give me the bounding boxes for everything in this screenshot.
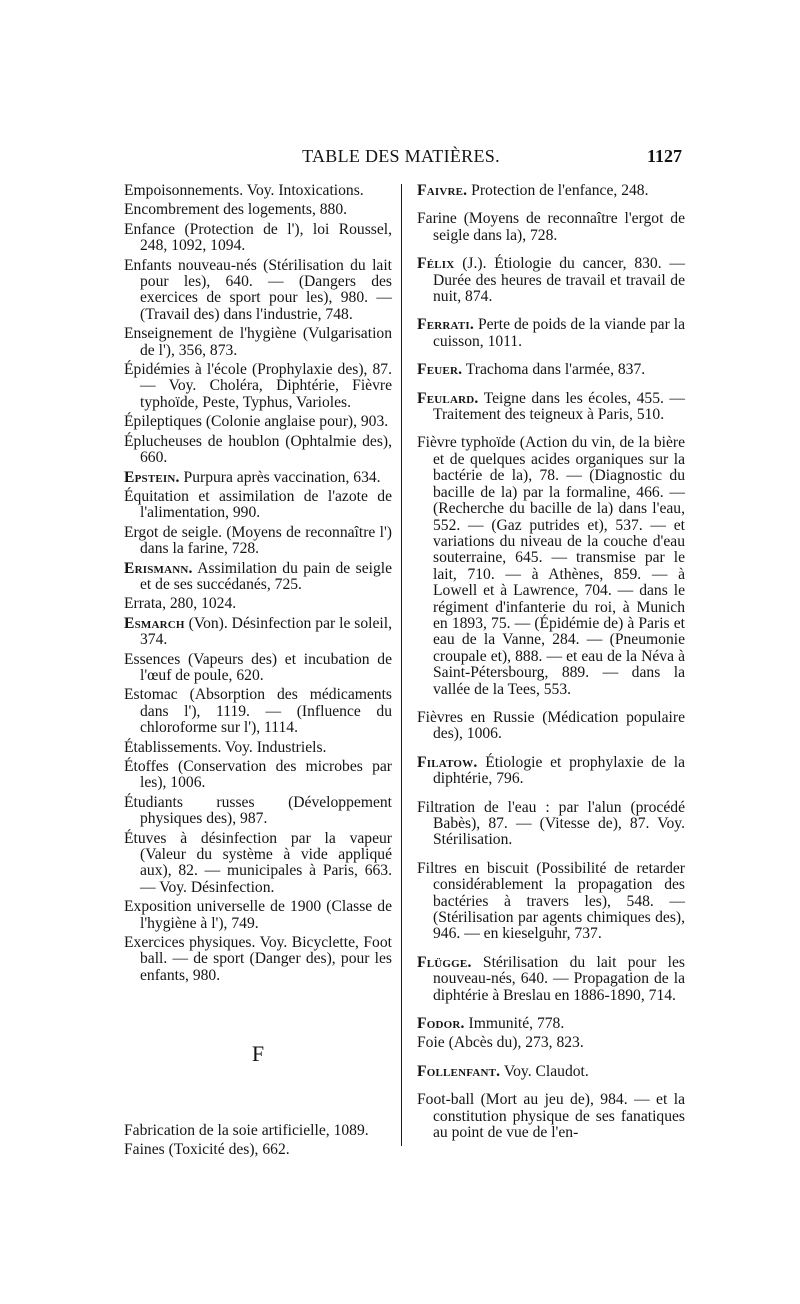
entry-text: Estomac (Absorption des médicaments dans l'), 1119. — (Influence du chloroforme sur l'), 1114. xyxy=(124,686,392,737)
entry-text: Assimilation du pain de seigle et de ses succédanés, 725. xyxy=(140,559,392,593)
index-entry xyxy=(124,1123,392,1139)
index-entry xyxy=(417,1035,685,1051)
index-entry xyxy=(124,616,392,649)
entry-author: Feuer. xyxy=(417,361,463,379)
column-divider xyxy=(401,184,402,1146)
entry-text: Enseignement de l'hygiène (Vulgarisation de l'), 356, 873. xyxy=(124,325,392,359)
entry-author: Fodor. xyxy=(417,1015,465,1033)
index-entry xyxy=(124,1142,392,1158)
entry-text: Équitation et assimilation de l'azote de l'alimentation, 990. xyxy=(124,487,392,522)
entry-text: Étoffes (Conservation des microbes par les), 1006. xyxy=(124,758,392,792)
entry-text: Enfants nouveau-nés (Stérilisation du lait pour les), 640. — (Dangers des exercices de sport pour les), 980. — (Travail des) dans l'industrie, 748. xyxy=(124,256,392,323)
index-entry xyxy=(417,1092,685,1141)
index-entry xyxy=(417,710,685,743)
entry-text: Foot-ball (Mort au jeu de), 984. — et la constitution physique de ses fanatiques au point de vue de l'en- xyxy=(417,1091,685,1142)
entry-text: Exercices physiques. Voy. Bicyclette, Foot ball. — de sport (Danger des), pour les enfants, 980. xyxy=(124,934,392,984)
index-entry xyxy=(124,759,392,792)
entry-text: Filtres en biscuit (Possibilité de retarder considérablement la propagation des bactéries à travers les), 548. — (Stérilisation par agents chimiques des), 946. — en kieselguhr, 737. xyxy=(417,859,685,943)
index-entry xyxy=(124,935,392,984)
index-entry xyxy=(124,525,392,558)
index-entry xyxy=(124,362,392,411)
entry-text: Stérilisation du lait pour les nouveau-nés, 640. — Propagation de la diphtérie à Breslau en 1886-1890, 714. xyxy=(433,953,685,1004)
index-entry xyxy=(124,489,392,522)
entry-text: Immunité, 778. xyxy=(464,1015,565,1033)
index-entry xyxy=(417,800,685,849)
index-entry xyxy=(124,831,392,897)
index-entry xyxy=(124,434,392,467)
entry-text: Errata, 280, 1024. xyxy=(124,595,237,613)
index-entry xyxy=(417,362,685,378)
entry-text: Étudiants russes (Développement physiques des), 987. xyxy=(124,793,392,828)
index-entry xyxy=(124,561,392,594)
entry-text: Encombrement des logements, 880. xyxy=(124,201,348,219)
entry-author: Flügge. xyxy=(417,953,472,971)
index-entry xyxy=(417,1064,685,1080)
index-entries-right xyxy=(417,183,685,1142)
page-header xyxy=(120,146,682,172)
entry-author: Félix xyxy=(417,255,455,273)
entry-text: Foie (Abcès du), 273, 823. xyxy=(417,1034,584,1052)
entry-text: Teigne dans les écoles, 455. — Traitement des teigneux à Paris, 510. xyxy=(433,389,685,424)
entry-text: Trachoma dans l'armée, 837. xyxy=(462,361,646,379)
index-entry xyxy=(417,317,685,350)
index-entry xyxy=(417,755,685,788)
index-entry xyxy=(124,414,392,430)
entry-text: Fièvres en Russie (Médication populaire des), 1006. xyxy=(417,708,685,743)
index-entry xyxy=(417,1016,685,1032)
index-entries-e xyxy=(124,183,392,984)
entry-text: Établissements. Voy. Industriels. xyxy=(124,738,327,756)
index-column-right xyxy=(417,183,685,1154)
entry-text: Épileptiques (Colonie anglaise pour), 903. xyxy=(124,413,389,431)
index-entry xyxy=(417,955,685,1004)
index-entry xyxy=(124,652,392,685)
entry-text: (J.). Étiologie du cancer, 830. — Durée des heures de travail et travail de nuit, 874. xyxy=(433,255,685,306)
index-entry xyxy=(124,326,392,359)
running-title: TABLE DES MATIÈRES. xyxy=(302,146,500,166)
index-entry xyxy=(417,391,685,424)
entry-text: Exposition universelle de 1900 (Classe de l'hygiène à l'), 749. xyxy=(124,898,392,932)
index-entry xyxy=(124,795,392,828)
index-entry xyxy=(124,258,392,324)
entry-author: Epstein. xyxy=(124,468,180,486)
index-entry xyxy=(124,899,392,932)
entry-text: Ergot de seigle. (Moyens de reconnaître l') dans la farine, 728. xyxy=(124,523,392,558)
entry-author: Esmarch xyxy=(124,614,185,632)
entry-text: Voy. Claudot. xyxy=(500,1062,589,1080)
index-entry xyxy=(417,435,685,698)
entry-text: Éplucheuses de houblon (Ophtalmie des), 660. xyxy=(124,432,392,467)
entry-text: Perte de poids de la viande par la cuisson, 1011. xyxy=(433,316,685,350)
entry-text: Essences (Vapeurs des) et incubation de l'œuf de poule, 620. xyxy=(124,650,392,684)
index-entry xyxy=(124,740,392,756)
entry-text: Épidémies à l'école (Prophylaxie des), 87. — Voy. Choléra, Diphtérie, Fièvre typhoïde, Peste, Typhus, Varioles. xyxy=(124,361,392,411)
index-entry xyxy=(124,470,392,486)
index-entry xyxy=(417,256,685,305)
index-entry xyxy=(417,183,685,199)
entry-text: Enfance (Protection de l'), loi Roussel, 248, 1092, 1094. xyxy=(124,220,392,255)
entry-author: Filatow. xyxy=(417,753,478,771)
entry-text: Étiologie et prophylaxie de la diphtérie, 796. xyxy=(433,753,685,788)
entry-text: Faines (Toxicité des), 662. xyxy=(124,1141,290,1159)
entry-text: Empoisonnements. Voy. Intoxications. xyxy=(124,182,364,199)
page-number: 1127 xyxy=(646,146,682,166)
entry-text: Purpura après vaccination, 634. xyxy=(179,468,381,486)
entry-author: Erismann. xyxy=(124,559,193,577)
index-entry xyxy=(124,596,392,612)
section-letter: F xyxy=(251,1041,265,1067)
entry-text: Fièvre typhoïde (Action du vin, de la bière et de quelques acides organiques sur la bactérie de la), 78. — (Diagnostic du bacille de la) par la formaline, 466. — (Recherche du bacille de la) dans l'eau, 552. — (Gaz putrides et), 537. — et variations du niveau de la couche d'eau souterraine, 645. — transmise par le lait, 710. — à Athènes, 859. — à Lowell et à Lawrence, 704. — dans le régiment d'infanterie du roi, à Munich en 1893, 75. — (Épidémie de) à Paris et eau de la Vanne, 284. — (Pneumonie croupale et), 888. — et eau de la Néva à Saint-Pétersbourg, 889. — dans la vallée de la Tees, 553. xyxy=(417,434,685,698)
entry-text: Fabrication de la soie artificielle, 1089. xyxy=(124,1121,369,1139)
entry-author: Faivre. xyxy=(417,182,468,199)
index-entry xyxy=(124,202,392,218)
index-entry xyxy=(124,687,392,736)
entry-text: (Von). Désinfection par le soleil, 374. xyxy=(140,614,392,649)
index-column-left xyxy=(124,183,392,1162)
index-entries-f xyxy=(124,1123,392,1159)
entry-author: Follenfant. xyxy=(417,1062,501,1080)
entry-author: Ferrati. xyxy=(417,316,474,334)
entry-text: Filtration de l'eau : par l'alun (procédé Babès), 87. — (Vitesse de), 87. Voy. Stérilisation. xyxy=(417,798,685,849)
entry-text: Étuves à désinfection par la vapeur (Valeur du système à vide appliqué aux), 82. — municipales à Paris, 663. — Voy. Désinfection. xyxy=(124,829,392,896)
entry-text: Farine (Moyens de reconnaître l'ergot de seigle dans la), 728. xyxy=(417,210,685,244)
index-entry xyxy=(124,222,392,255)
index-entry xyxy=(417,211,685,244)
entry-text: Protection de l'enfance, 248. xyxy=(467,182,649,199)
index-entry xyxy=(417,861,685,943)
index-entry xyxy=(124,183,392,199)
entry-author: Feulard. xyxy=(417,389,479,407)
